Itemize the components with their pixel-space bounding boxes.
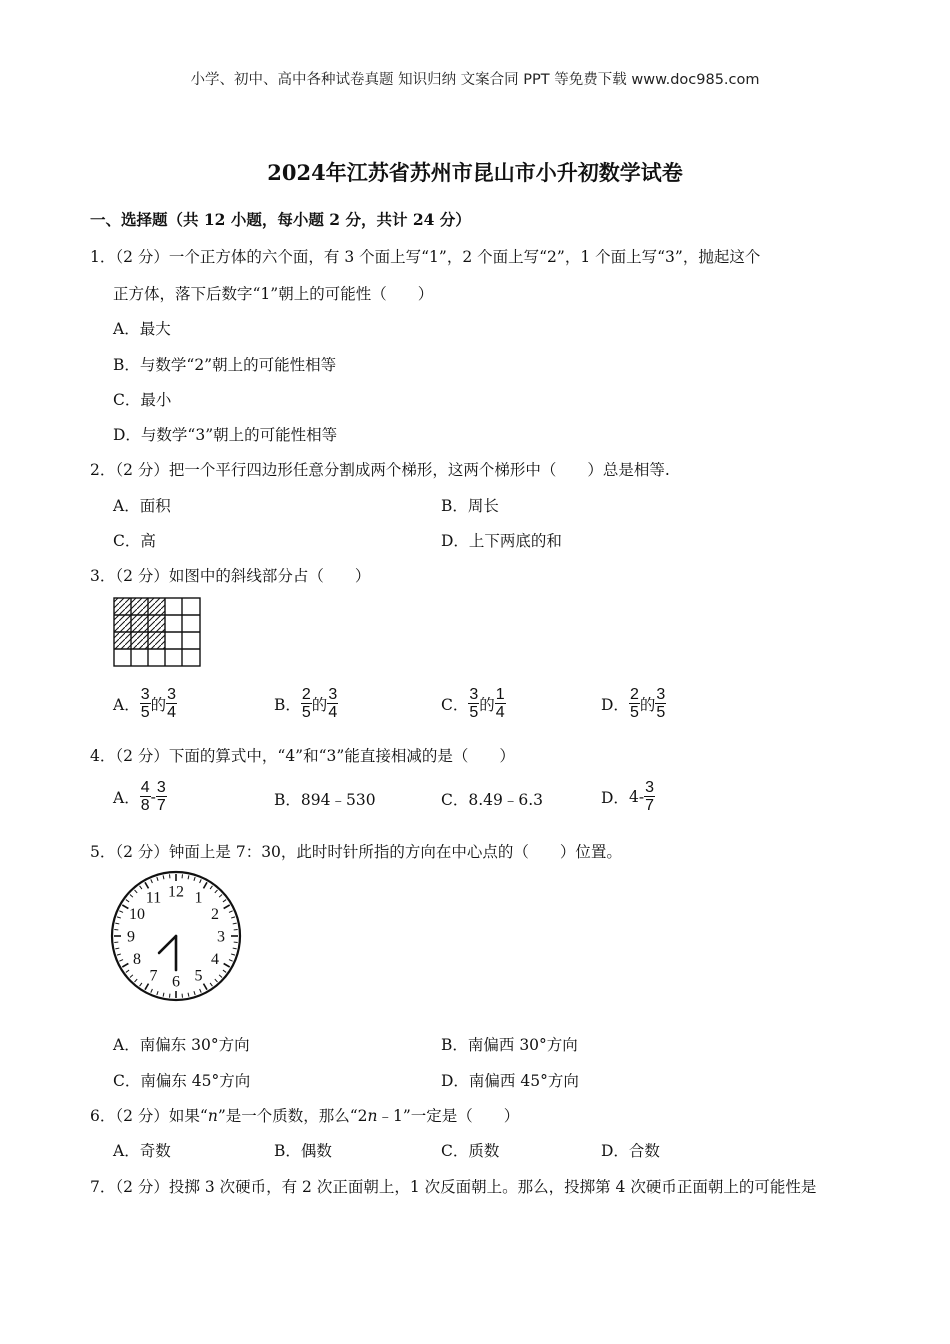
clock-number: 3 [217, 928, 225, 946]
q3-option-c: C． $\frac{3}{5}$ 的 $\frac{1}{4}$ [441, 686, 505, 721]
q3-option-b: B． $\frac{2}{5}$ 的 $\frac{3}{4}$ [274, 686, 338, 721]
q6-option-b: B．偶数 [274, 1142, 332, 1160]
q6-option-c: C．质数 [441, 1142, 500, 1160]
q6-option-d: D．合数 [601, 1142, 660, 1160]
q4-option-d: D．4- $\frac{3}{7}$ [601, 779, 654, 814]
q2-option-b: B．周长 [441, 497, 499, 515]
q2-option-c: C．高 [113, 532, 156, 550]
clock-number: 5 [194, 967, 203, 985]
q4-option-a: A． $\frac{4}{8}$ - $\frac{3}{7}$ [113, 779, 166, 814]
clock-number: 7 [149, 967, 158, 985]
q2-option-d: D．上下两底的和 [441, 532, 562, 550]
q3-grid-figure [113, 597, 201, 667]
q6-var-n-2: n [367, 1107, 378, 1125]
section-heading: 一、选择题（共 12 小题，每小题 2 分，共计 24 分） [90, 210, 471, 229]
q1-option-b: B．与数学“2”朝上的可能性相等 [113, 356, 337, 374]
q5-option-d: D．南偏西 45°方向 [441, 1072, 579, 1090]
q2-option-a: A．面积 [113, 497, 171, 515]
q5-clock-figure [110, 870, 242, 1002]
q5-option-b: B．南偏西 30°方向 [441, 1036, 578, 1054]
clock-number: 1 [194, 889, 203, 907]
q5-stem: 5．（2 分）钟面上是 7：30，此时时针所指的方向在中心点的（ ）位置。 [90, 843, 622, 861]
q1-stem-line2: 正方体，落下后数字“1”朝上的可能性（ ） [113, 285, 434, 303]
q3-option-d: D． $\frac{2}{5}$ 的 $\frac{3}{5}$ [601, 686, 666, 721]
q1-option-c: C．最小 [113, 391, 172, 409]
q2-stem: 2．（2 分）把一个平行四边形任意分割成两个梯形，这两个梯形中（ ）总是相等. [90, 461, 670, 479]
q1-option-a: A．最大 [113, 320, 171, 338]
clock-number: 11 [145, 889, 162, 907]
q6-var-n: n [207, 1107, 218, 1125]
clock-number: 8 [133, 951, 142, 968]
q4-option-b: B．894﹣530 [274, 791, 376, 809]
q1-option-d: D．与数学“3”朝上的可能性相等 [113, 426, 338, 444]
q4-stem: 4．（2 分）下面的算式中，“4”和“3”能直接相减的是（ ） [90, 747, 515, 765]
q4-option-c: C．8.49﹣6.3 [441, 791, 544, 809]
clock-number: 10 [129, 906, 146, 923]
q6-option-a: A．奇数 [113, 1142, 171, 1160]
page-title: 2024年江苏省苏州市昆山市小升初数学试卷 [267, 160, 683, 185]
clock-number: 2 [210, 906, 219, 923]
q5-option-a: A．南偏东 30°方向 [113, 1036, 250, 1054]
q1-stem-line1: 1．（2 分）一个正方体的六个面，有 3 个面上写“1”，2 个面上写“2”，1 个面上写“3”，抛起这个 [90, 248, 761, 266]
q5-option-c: C．南偏东 45°方向 [113, 1072, 251, 1090]
clock-number: 9 [127, 928, 135, 946]
clock-number: 6 [172, 973, 180, 991]
header-banner: 小学、初中、高中各种试卷真题 知识归纳 文案合同 PPT 等免费下载 www.doc985.com [190, 72, 760, 88]
q3-option-a: A． $\frac{3}{5}$ 的 $\frac{3}{4}$ [113, 686, 177, 721]
q7-stem-line1: 7．（2 分）投掷 3 次硬币，有 2 次正面朝上，1 次反面朝上。那么，投掷第 4 次硬币正面朝上的可能性是 [90, 1178, 817, 1196]
q3-stem: 3．（2 分）如图中的斜线部分占（ ） [90, 567, 371, 585]
clock-number: 12 [168, 883, 184, 901]
clock-number: 4 [210, 951, 219, 968]
q6-stem: 6．（2 分）如果“n”是一个质数，那么“2n﹣1”一定是（ ） [90, 1107, 520, 1125]
q3-hatched-area [114, 598, 165, 649]
